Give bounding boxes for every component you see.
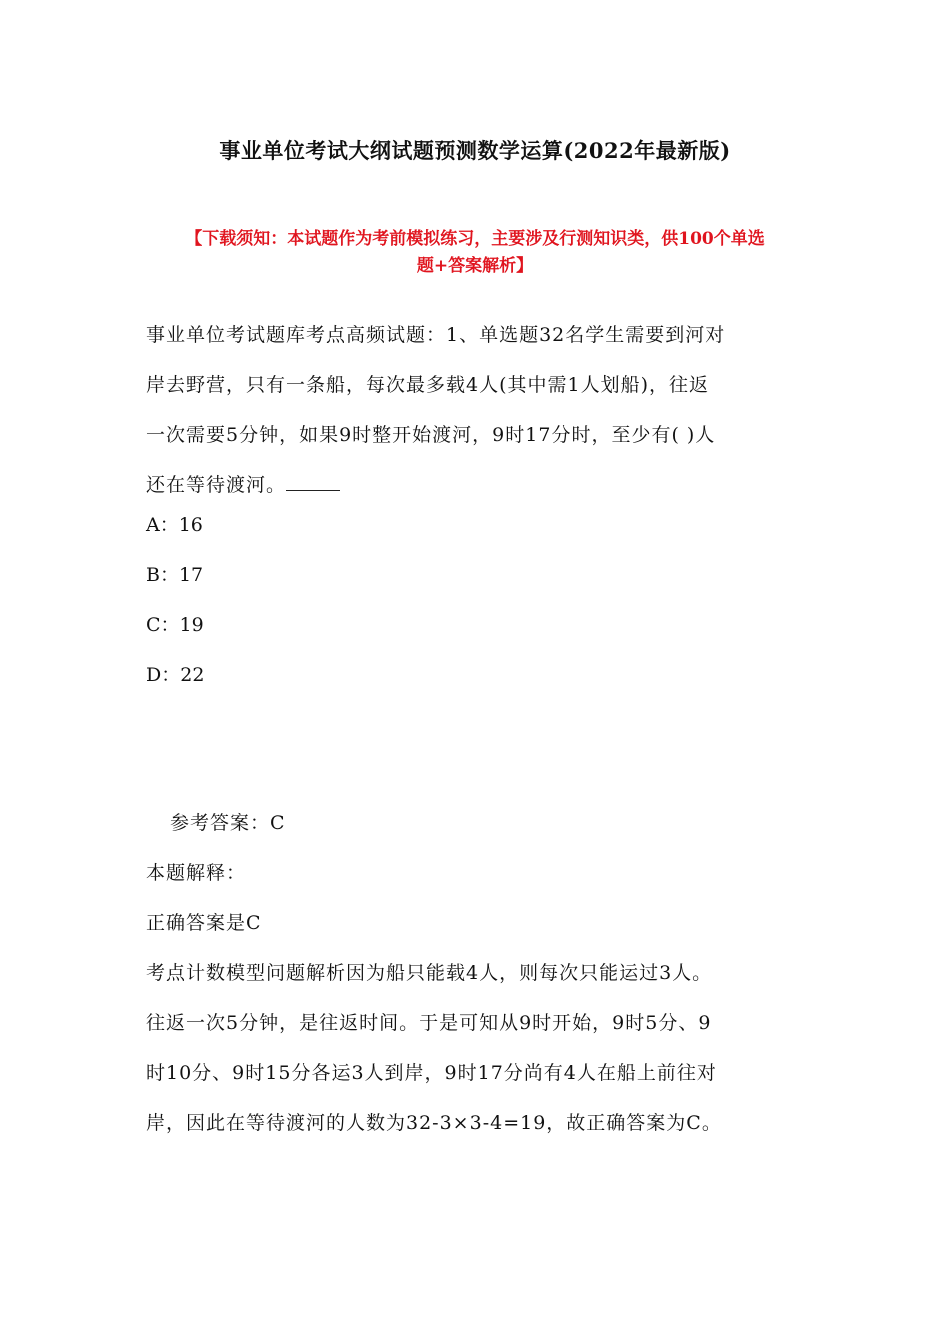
notice-line: 题+答案解析】 bbox=[416, 256, 534, 276]
question-line: 岸去野营，只有一条船，每次最多载4人(其中需1人划船)，往返 bbox=[146, 374, 710, 396]
download-notice bbox=[140, 226, 810, 280]
option-b: B：17 bbox=[146, 564, 204, 586]
option-list bbox=[146, 500, 204, 700]
option-c: C：19 bbox=[146, 614, 204, 636]
explanation-line: 考点计数模型问题解析因为船只能载4人，则每次只能运过3人。 bbox=[146, 962, 713, 984]
question-line-text: 还在等待渡河。 bbox=[146, 474, 287, 496]
document-title: 事业单位考试大纲试题预测数学运算(2022年最新版) bbox=[219, 138, 731, 163]
answer-blank bbox=[286, 460, 340, 491]
explanation bbox=[146, 848, 810, 1148]
option-a: A：16 bbox=[146, 514, 203, 536]
explanation-line: 往返一次5分钟，是往返时间。于是可知从9时开始，9时5分、9 bbox=[146, 1012, 712, 1034]
option-d: D：22 bbox=[146, 664, 205, 686]
question-text bbox=[146, 310, 810, 510]
reference-answer: 参考答案：C bbox=[170, 812, 286, 834]
explanation-line: 岸，因此在等待渡河的人数为32-3×3-4=19，故正确答案为C。 bbox=[146, 1112, 722, 1134]
question-line: 事业单位考试题库考点高频试题：1、单选题32名学生需要到河对 bbox=[146, 324, 726, 346]
notice-line: 【下载须知：本试题作为考前模拟练习，主要涉及行测知识类，供100个单选 bbox=[185, 229, 765, 249]
question-line-last bbox=[146, 460, 810, 510]
explanation-heading: 本题解释： bbox=[146, 862, 247, 884]
explanation-line: 时10分、9时15分各运3人到岸，9时17分尚有4人在船上前往对 bbox=[146, 1062, 717, 1084]
explanation-line: 正确答案是C bbox=[146, 912, 262, 934]
question-line: 一次需要5分钟，如果9时整开始渡河，9时17分时，至少有( )人 bbox=[146, 424, 716, 446]
